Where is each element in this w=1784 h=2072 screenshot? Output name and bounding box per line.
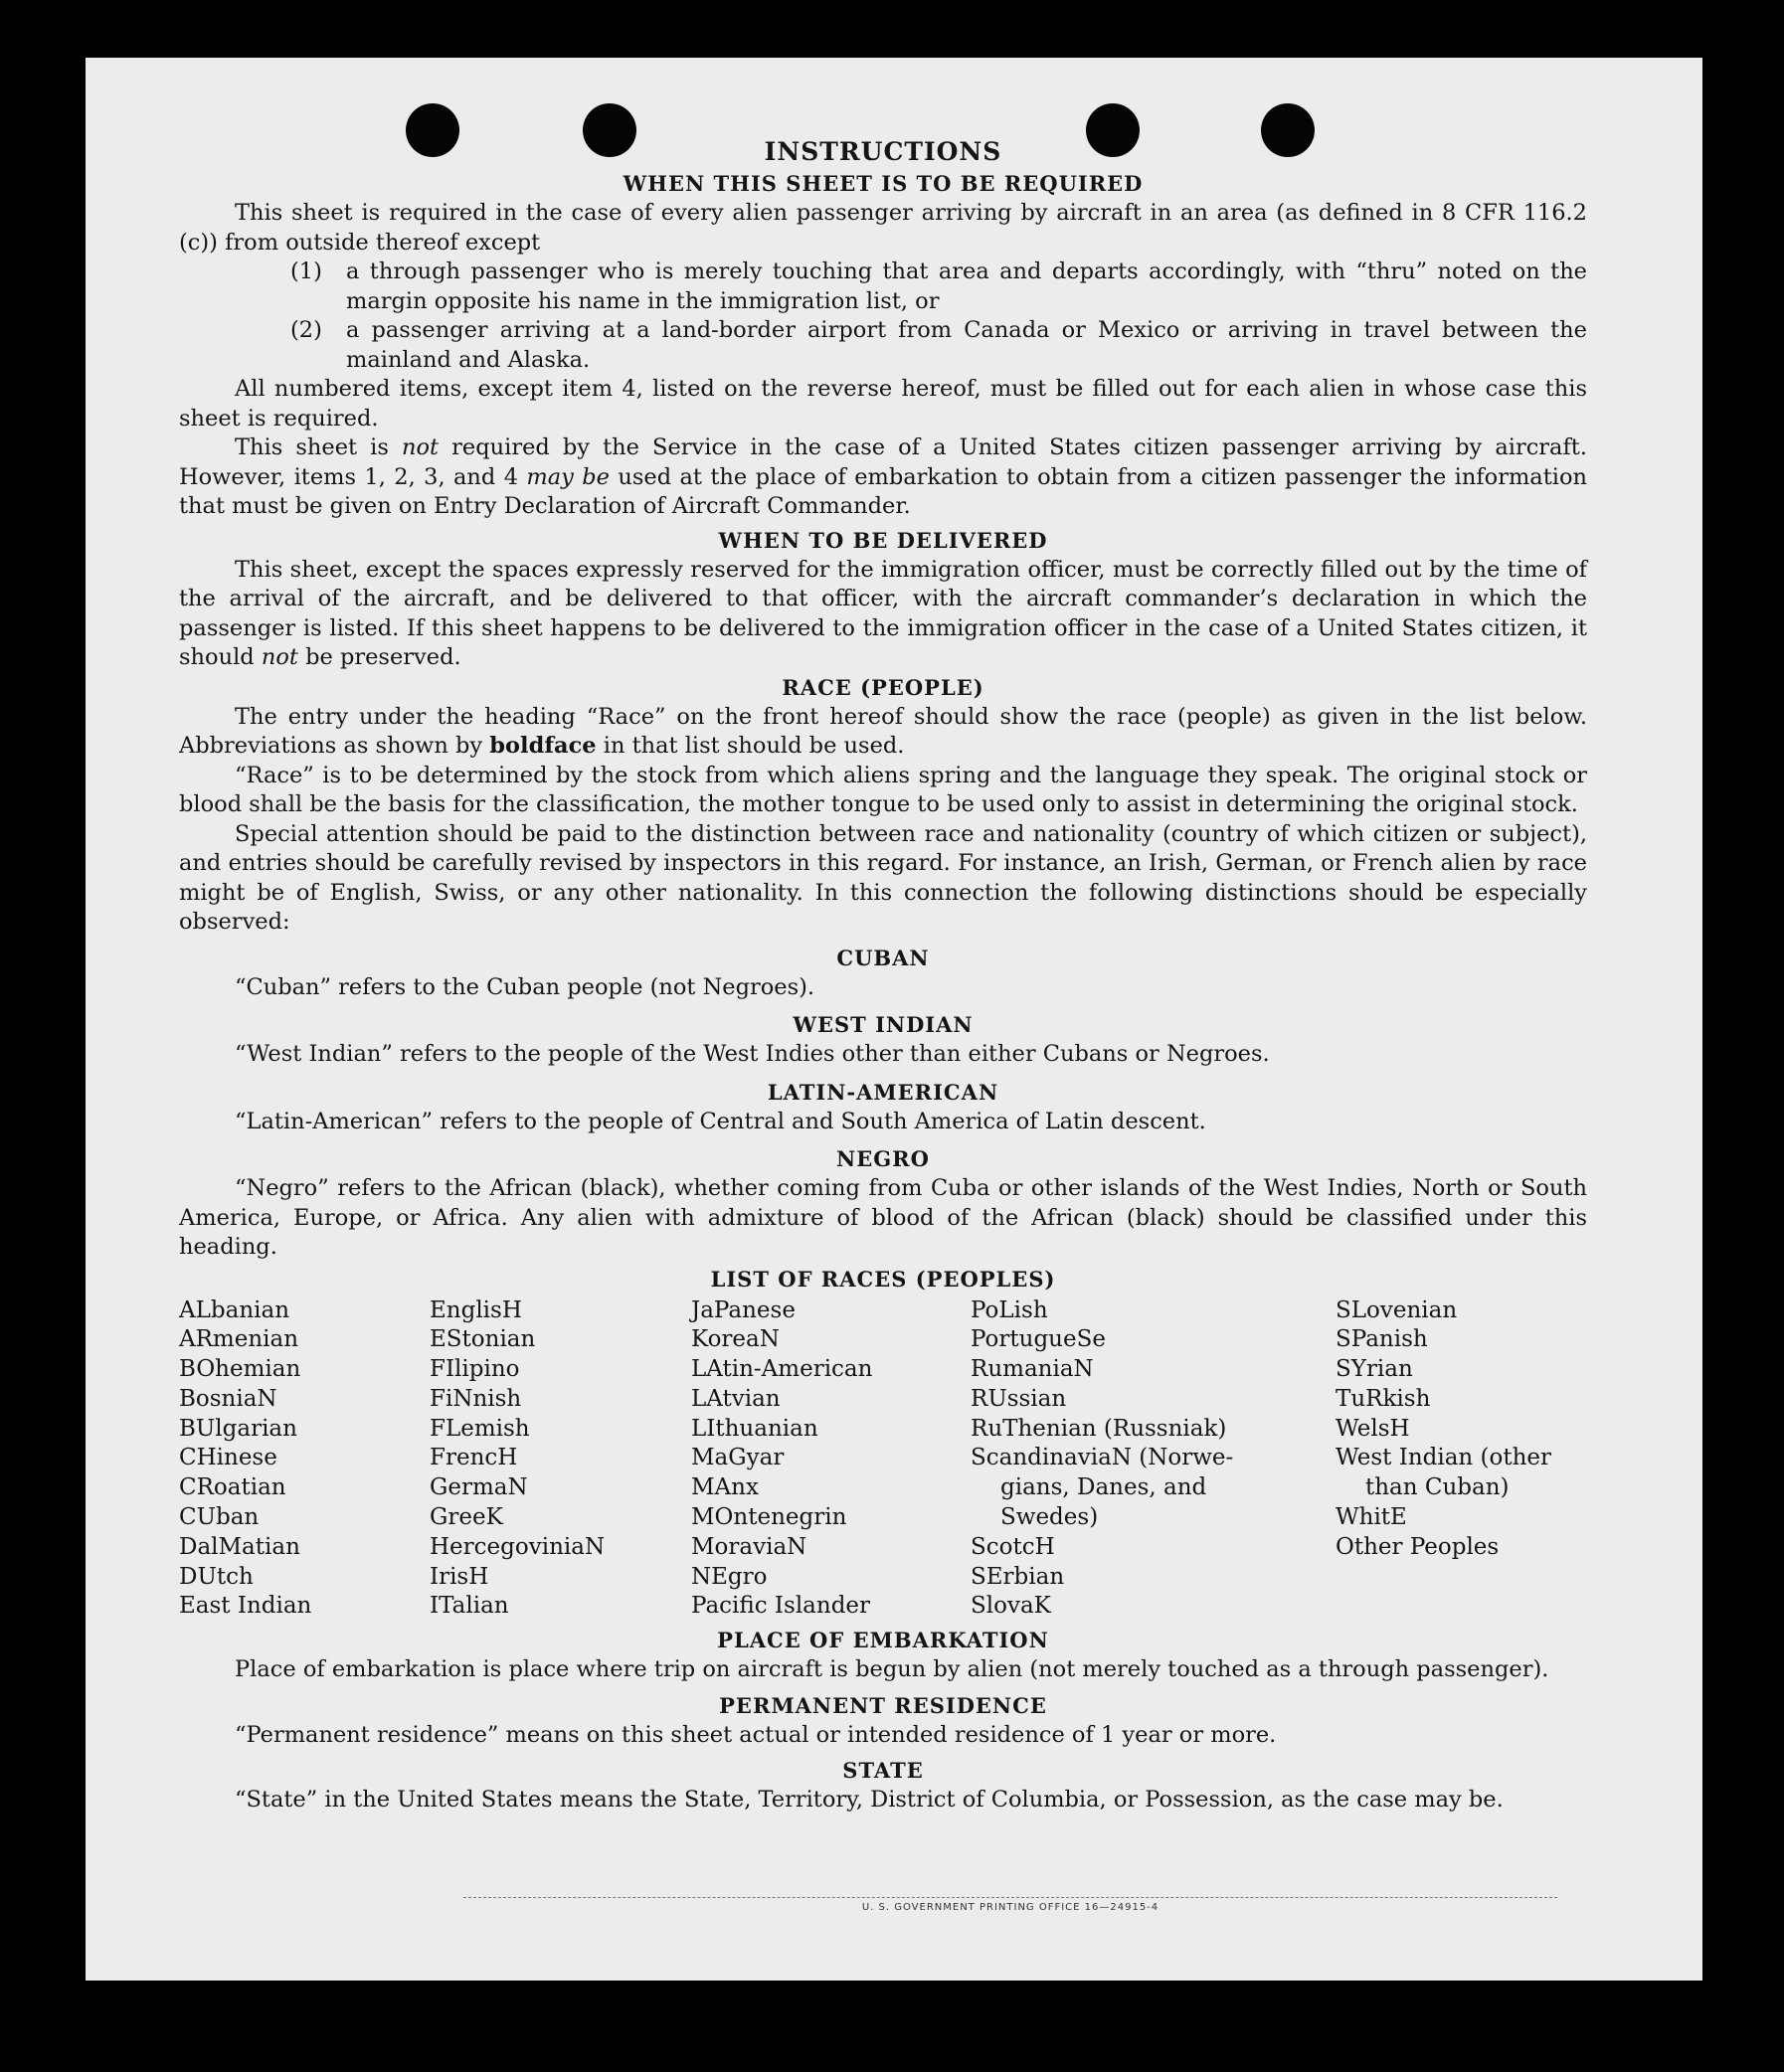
race-item: HercegoviniaN — [430, 1533, 606, 1560]
race-item: LAtvian — [691, 1385, 781, 1412]
race-item: TuRkish — [1336, 1385, 1431, 1412]
race-item: CHinese — [179, 1445, 277, 1471]
race-item: EStonian — [430, 1326, 536, 1353]
races-column — [971, 1296, 1336, 1623]
list-item: (2) a passenger arriving at a land-border airport from Canada or Mexico or arriving in travel between the mainland and Alaska. — [290, 317, 1587, 373]
races-list — [179, 1296, 1587, 1623]
race-item: FiNnish — [430, 1385, 522, 1412]
race-item: BosniaN — [179, 1385, 277, 1412]
document-sheet — [86, 58, 1702, 1981]
heading-negro: NEGRO — [836, 1146, 930, 1171]
race-item: RuThenian (Russniak) — [971, 1415, 1227, 1442]
paragraph: “Cuban” refers to the Cuban people (not Negroes). — [235, 973, 815, 1000]
paragraph: “Permanent residence” means on this sheet actual or intended residence of 1 year or more. — [235, 1721, 1277, 1748]
race-item: CRoatian — [179, 1474, 286, 1501]
paragraph: “Negro” refers to the African (black), whether coming from Cuba or other islands of the West Indies, North or South America, Europe, or Africa. Any alien with admixture of blood of the African (black) should be classified under this heading. — [179, 1175, 1587, 1260]
races-column — [691, 1296, 971, 1623]
race-item: CUban — [179, 1504, 260, 1531]
race-item: IrisH — [430, 1563, 489, 1590]
printer-imprint: U. S. GOVERNMENT PRINTING OFFICE 16—24915-4 — [463, 1897, 1557, 1913]
list-item: (1) a through passenger who is merely touching that area and departs accordingly, with “thru” noted on the margin opposite his name in the immigration list, or — [290, 259, 1587, 314]
race-item: gians, Danes, and — [1000, 1474, 1207, 1501]
paragraph: This sheet is required in the case of every alien passenger arriving by aircraft in an area (as defined in 8 CFR 116.2 (c)) from outside thereof except — [179, 200, 1587, 256]
heading-latin-american: LATIN-AMERICAN — [767, 1079, 999, 1105]
paragraph: Place of embarkation is place where trip on aircraft is begun by alien (not merely touched as a through passenger). — [235, 1656, 1549, 1683]
paragraph: This sheet, except the spaces expressly reserved for the immigration officer, must be correctly filled out by the time of the arrival of the aircraft, and be delivered to that officer, with the aircraft commander’s declaration in which the passenger is listed. If this sheet happens to be delivered to the immigration officer in the case of a United States citizen, it should not be preserved. — [179, 556, 1587, 670]
race-item: GreeK — [430, 1504, 503, 1531]
race-item: than Cuban) — [1365, 1474, 1510, 1501]
paragraph: All numbered items, except item 4, listed on the reverse hereof, must be filled out for each alien in whose case this sheet is required. — [179, 376, 1587, 432]
race-item: FrencH — [430, 1445, 518, 1471]
race-item: EnglisH — [430, 1296, 522, 1323]
race-item: MAnx — [691, 1474, 759, 1501]
race-item: SYrian — [1336, 1356, 1413, 1383]
race-item: PoLish — [971, 1296, 1048, 1323]
race-item: ScandinaviaN (Norwe- — [971, 1445, 1234, 1471]
paragraph: “Latin-American” refers to the people of Central and South America of Latin descent. — [235, 1108, 1206, 1134]
heading-when-delivered: WHEN TO BE DELIVERED — [718, 527, 1048, 553]
race-item: ALbanian — [179, 1296, 290, 1323]
race-item: DalMatian — [179, 1533, 300, 1560]
race-item: BOhemian — [179, 1356, 301, 1383]
race-item: ITalian — [430, 1593, 509, 1620]
race-item: ARmenian — [179, 1326, 299, 1353]
race-item: MoraviaN — [691, 1533, 807, 1560]
paragraph: Special attention should be paid to the distinction between race and nationality (country of which citizen or subject), and entries should be carefully revised by inspectors in this regard. For instance, an Irish, German, or French alien by race might be of English, Swiss, or any other nationality. In this connection the following distinctions should be especially observed: — [179, 820, 1587, 935]
race-item: SPanish — [1336, 1326, 1428, 1353]
race-item: DUtch — [179, 1563, 254, 1590]
race-item: FIlipino — [430, 1356, 520, 1383]
heading-race: RACE (PEOPLE) — [782, 674, 984, 700]
page-title: INSTRUCTIONS — [764, 137, 1002, 166]
race-item: Swedes) — [1000, 1504, 1099, 1531]
paragraph: “Race” is to be determined by the stock from which aliens spring and the language they speak. The original stock or blood shall be the basis for the classification, the mother tongue to be used only to assist in determining the original stock. — [179, 762, 1587, 817]
race-item: GermaN — [430, 1474, 528, 1501]
race-item: PortugueSe — [971, 1326, 1106, 1353]
heading-west-indian: WEST INDIAN — [793, 1012, 974, 1037]
race-item: RUssian — [971, 1385, 1067, 1412]
race-item: BUlgarian — [179, 1415, 297, 1442]
paragraph: This sheet is not required by the Service in the case of a United States citizen passenger arriving by aircraft. However, items 1, 2, 3, and 4 may be used at the place of embarkation to obtain from a citizen passenger the information that must be given on Entry Declaration of Aircraft Commander. — [179, 434, 1587, 519]
race-item: JaPanese — [691, 1296, 796, 1323]
paragraph: “West Indian” refers to the people of the West Indies other than either Cubans or Negroes. — [235, 1041, 1270, 1067]
heading-cuban: CUBAN — [836, 945, 930, 970]
race-item: LIthuanian — [691, 1415, 818, 1442]
race-item: FLemish — [430, 1415, 530, 1442]
race-item: Pacific Islander — [691, 1593, 871, 1620]
paragraph: The entry under the heading “Race” on the front hereof should show the race (people) as given in the list below. Abbreviations as shown by boldface in that list should be used. — [179, 703, 1587, 759]
race-item: MaGyar — [691, 1445, 785, 1471]
heading-permanent-residence: PERMANENT RESIDENCE — [719, 1692, 1047, 1718]
race-item: SlovaK — [971, 1593, 1051, 1620]
race-item: East Indian — [179, 1593, 312, 1620]
heading-when-required: WHEN THIS SHEET IS TO BE REQUIRED — [623, 171, 1144, 196]
race-item: Other Peoples — [1336, 1533, 1500, 1560]
instructions-content — [179, 135, 1587, 1815]
race-item: MOntenegrin — [691, 1504, 847, 1531]
race-item: RumaniaN — [971, 1356, 1094, 1383]
races-column — [179, 1296, 430, 1623]
paragraph: “State” in the United States means the State, Territory, District of Columbia, or Possession, as the case may be. — [235, 1787, 1504, 1813]
race-item: WelsH — [1336, 1415, 1410, 1442]
race-item: KoreaN — [691, 1326, 780, 1353]
race-item: NEgro — [691, 1563, 768, 1590]
race-item: WhitE — [1336, 1504, 1407, 1531]
heading-list-of-races: LIST OF RACES (PEOPLES) — [710, 1266, 1056, 1292]
race-item: LAtin-American — [691, 1356, 873, 1383]
race-item: SErbian — [971, 1563, 1065, 1590]
races-column — [430, 1296, 691, 1623]
races-column — [1336, 1296, 1587, 1623]
heading-state: STATE — [842, 1758, 924, 1784]
heading-place-of-embarkation: PLACE OF EMBARKATION — [717, 1628, 1049, 1653]
race-item: West Indian (other — [1336, 1445, 1552, 1471]
race-item: SLovenian — [1336, 1296, 1458, 1323]
race-item: ScotcH — [971, 1533, 1055, 1560]
